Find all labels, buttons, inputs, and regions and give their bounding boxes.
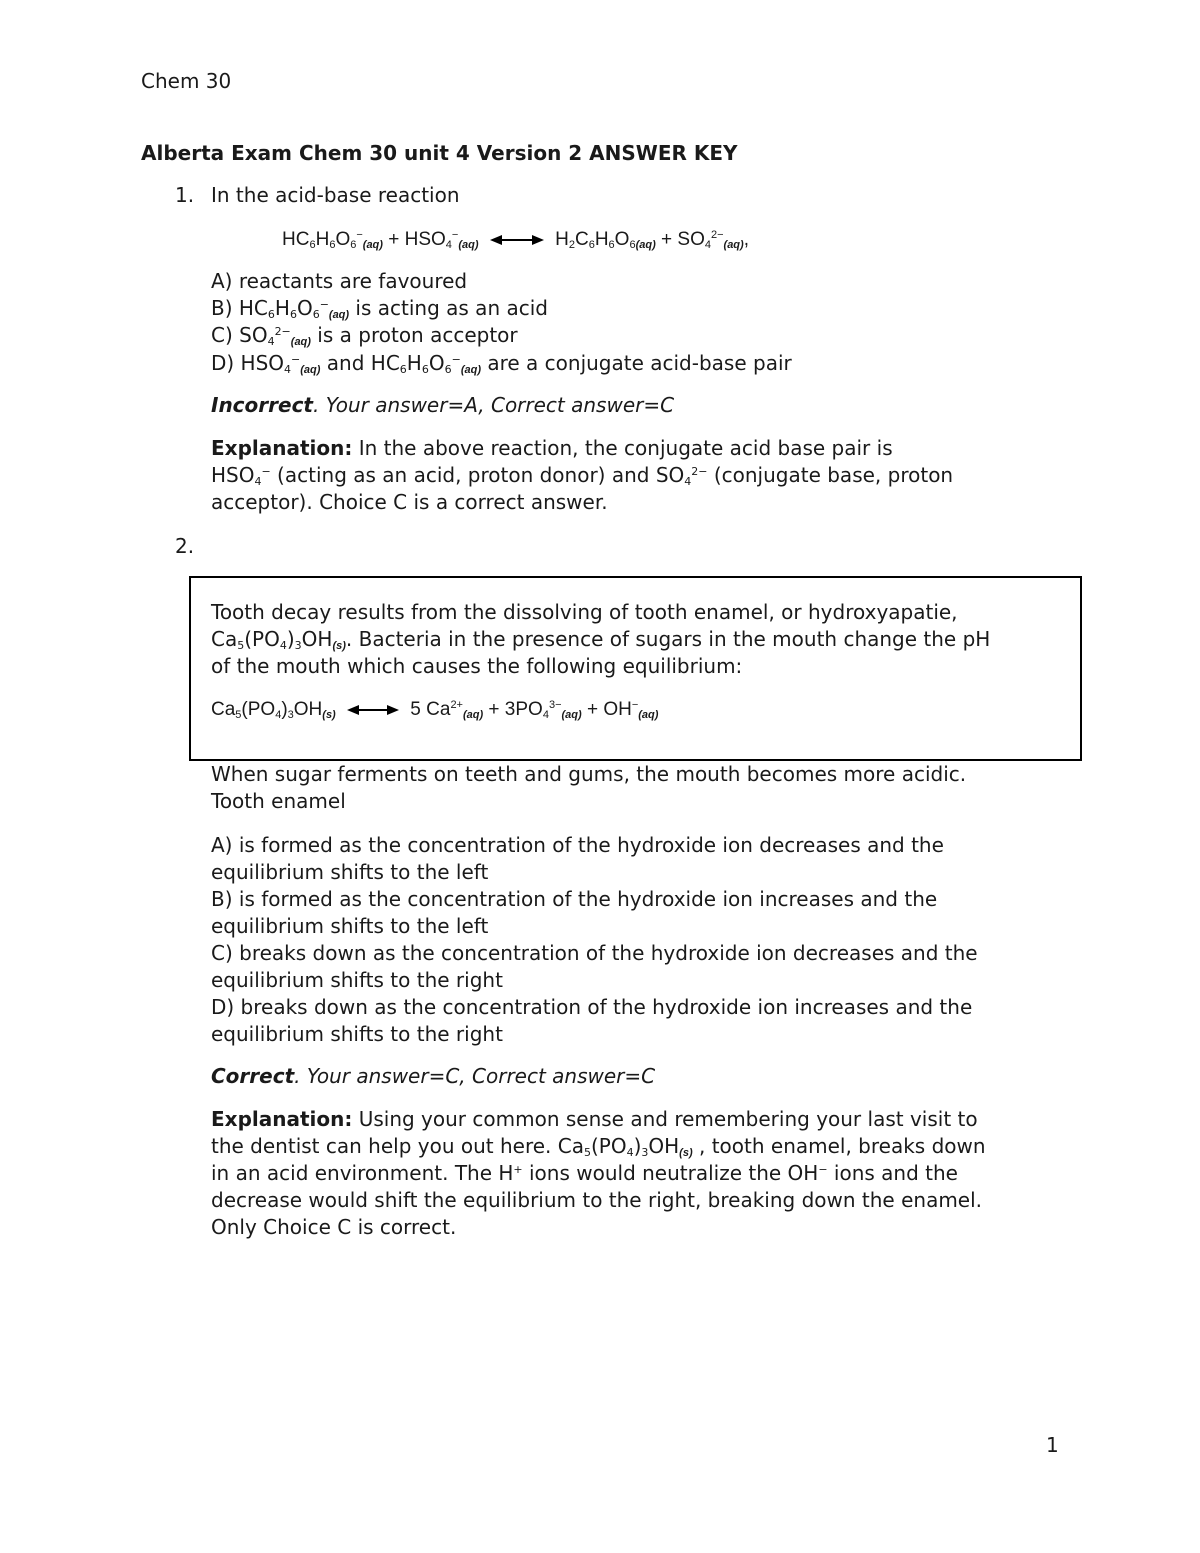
- question-2-explanation-line-3: in an acid environment. The H+ ions would neutralize the OH− ions and the: [211, 1161, 958, 1185]
- info-box-line-3: of the mouth which causes the following equilibrium:: [211, 654, 743, 678]
- question-1-option-c: C) $SO_4^{2-}(aq)$ is a proton acceptor: [211, 323, 518, 348]
- question-2-stem-line-1: When sugar ferments on teeth and gums, the mouth becomes more acidic.: [211, 762, 967, 786]
- question-2-explanation-line-1: Explanation: Using your common sense and remembering your last visit to: [211, 1107, 978, 1131]
- question-2-option-a-line-2: equilibrium shifts to the left: [211, 860, 489, 884]
- question-1-option-b: B) $HC_6H_6O_6^-(aq)$ is acting as an acid: [211, 296, 548, 321]
- question-2-option-a-line-1: A) is formed as the concentration of the hydroxide ion decreases and the: [211, 833, 944, 857]
- question-2-option-d-line-2: equilibrium shifts to the right: [211, 1022, 503, 1046]
- page-title: Alberta Exam Chem 30 unit 4 Version 2 ANSWER KEY: [141, 141, 738, 165]
- question-2-option-c-line-2: equilibrium shifts to the right: [211, 968, 503, 992]
- question-1-explanation-line-1: Explanation: In the above reaction, the conjugate acid base pair is: [211, 436, 893, 460]
- info-box-line-2: $Ca_5(PO_4)_3OH(s)$. Bacteria in the presence of sugars in the mouth change the pH: [211, 627, 991, 652]
- question-2-option-d-line-1: D) breaks down as the concentration of the hydroxide ion increases and the: [211, 995, 973, 1019]
- question-2-option-b-line-1: B) is formed as the concentration of the hydroxide ion increases and the: [211, 887, 938, 911]
- equilibrium-arrow-icon: [347, 704, 399, 716]
- question-2-option-b-line-2: equilibrium shifts to the left: [211, 914, 489, 938]
- question-1-option-d: D) $HSO_4^-(aq)$ and $HC_6H_6O_6^-(aq)$ are a conjugate acid-base pair: [211, 351, 792, 376]
- page-number: 1: [1046, 1433, 1059, 1457]
- question-1-stem: In the acid-base reaction: [211, 183, 460, 207]
- question-2-verdict: Correct. Your answer=C, Correct answer=C: [211, 1064, 656, 1088]
- question-1-explanation-line-3: acceptor). Choice C is a correct answer.: [211, 490, 608, 514]
- question-1-number: 1.: [175, 183, 195, 207]
- info-box-line-1: Tooth decay results from the dissolving of tooth enamel, or hydroxyapatie,: [211, 600, 958, 624]
- question-1-verdict: Incorrect. Your answer=A, Correct answer=C: [211, 393, 675, 417]
- question-2-stem-line-2: Tooth enamel: [211, 789, 346, 813]
- page-header: Chem 30: [141, 69, 232, 93]
- question-1-explanation-line-2: $HSO_4^-$ (acting as an acid, proton donor) and $SO_4^{2-}$ (conjugate base, proton: [211, 463, 954, 488]
- question-2-explanation-line-5: Only Choice C is correct.: [211, 1215, 457, 1239]
- question-2-explanation-line-4: decrease would shift the equilibrium to the right, breaking down the enamel.: [211, 1188, 983, 1212]
- question-2-number: 2.: [175, 534, 195, 558]
- info-box-equation: $Ca_5(PO_4)_3OH(s)$ 5 $Ca^{2+}(aq) + 3PO_4^{3-}(aq) + OH^-(aq)$: [211, 699, 659, 721]
- question-2-option-c-line-1: C) breaks down as the concentration of the hydroxide ion decreases and the: [211, 941, 978, 965]
- question-2-explanation-line-2: the dentist can help you out here. $Ca_5(PO_4)_3OH(s)$ , tooth enamel, breaks down: [211, 1134, 986, 1159]
- question-1-option-a: A) reactants are favoured: [211, 269, 468, 293]
- question-1-equation: $HC_6H_6O_6^-(aq) + HSO_4^-(aq) H_2C_6H_6O_6(aq) + SO_4^{2-}(aq)$,: [282, 229, 749, 251]
- equilibrium-arrow-icon: [490, 234, 544, 246]
